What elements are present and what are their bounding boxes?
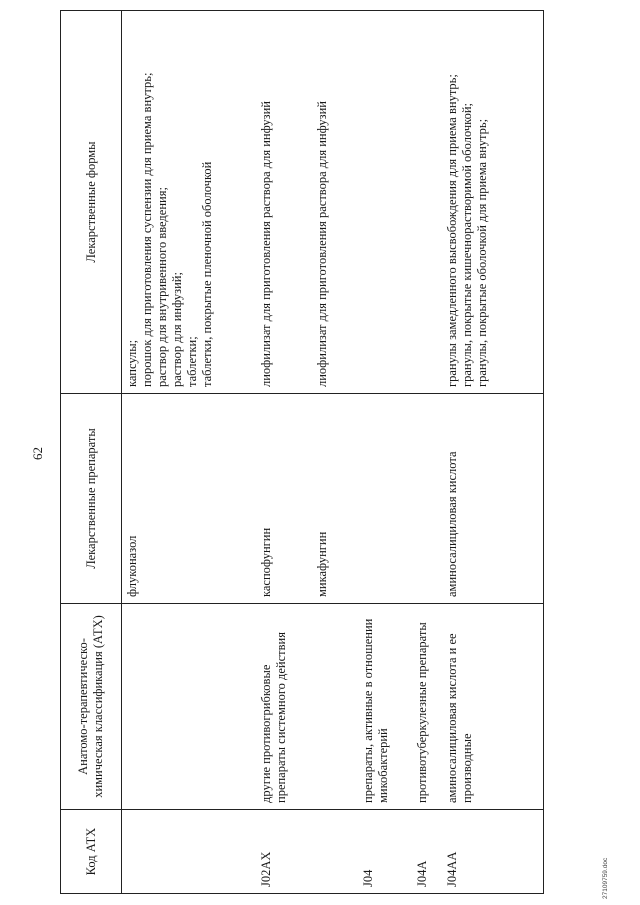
form-line: гранулы, покрытые кишечнорастворимой оболочкой; [460, 102, 474, 387]
form-line: раствор для инфузий; [170, 272, 184, 387]
cell-drug: микафунгин [312, 394, 358, 604]
form-line: лиофилизат для приготовления раствора для инфузий [259, 101, 273, 387]
cell-drug: каспофунгин [256, 394, 312, 604]
cell-classification [312, 604, 358, 810]
form-line: лиофилизат для приготовления раствора для инфузий [315, 101, 329, 387]
cell-code [122, 810, 257, 894]
cell-classification [122, 604, 257, 810]
header-code: Код АТХ [61, 810, 122, 894]
form-line: таблетки, покрытые пленочной оболочкой [200, 161, 214, 387]
page-number: 62 [30, 447, 45, 460]
form-line: порошок для приготовления суспензии для приема внутрь; [140, 72, 154, 387]
cell-code: J04AA [442, 810, 544, 894]
cell-classification: препараты, активные в отношении микобактерий [358, 604, 412, 810]
table-header-row [61, 11, 122, 894]
cell-code: J04 [358, 810, 412, 894]
atc-table [60, 10, 544, 894]
form-line: раствор для внутривенного введения; [155, 187, 169, 387]
cell-drug [358, 394, 412, 604]
cell-code: J02AX [256, 810, 312, 894]
cell-drug: флуконазол [122, 394, 257, 604]
form-line: гранулы, покрытые оболочкой для приема внутрь; [475, 118, 489, 387]
cell-forms [122, 11, 257, 394]
cell-classification: другие противогрибковые препараты системного действия [256, 604, 312, 810]
table-row [256, 11, 312, 894]
cell-classification: противотуберкулезные препараты [412, 604, 442, 810]
table-row [442, 11, 544, 894]
table-row [412, 11, 442, 894]
cell-drug [412, 394, 442, 604]
table-row [358, 11, 412, 894]
cell-forms [442, 11, 544, 394]
cell-code: J04A [412, 810, 442, 894]
header-classification: Анатомо-терапевтическо-химическая классификация (АТХ) [61, 604, 122, 810]
cell-forms [358, 11, 412, 394]
table-row [122, 11, 257, 894]
form-line: гранулы замедленного высвобождения для приема внутрь; [445, 74, 459, 387]
cell-classification: аминосалициловая кислота и ее производные [442, 604, 544, 810]
header-forms: Лекарственные формы [61, 11, 122, 394]
cell-forms [412, 11, 442, 394]
cell-forms [312, 11, 358, 394]
cell-code [312, 810, 358, 894]
header-drugs: Лекарственные препараты [61, 394, 122, 604]
cell-forms [256, 11, 312, 394]
table-row [312, 11, 358, 894]
document-id: 27109759.doc [602, 857, 609, 899]
form-line: таблетки; [185, 336, 199, 387]
cell-drug: аминосалициловая кислота [442, 394, 544, 604]
form-line: капсулы; [125, 339, 139, 387]
